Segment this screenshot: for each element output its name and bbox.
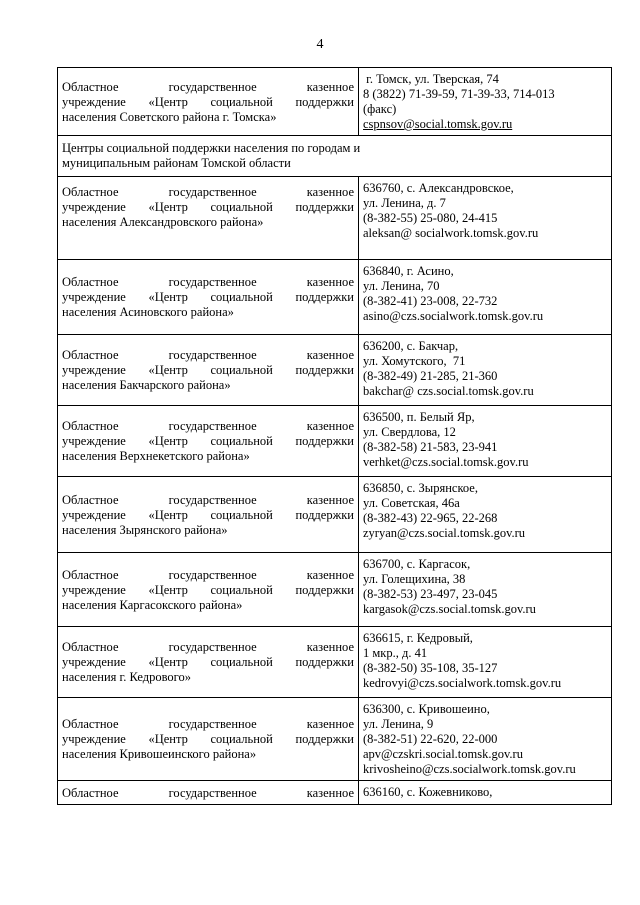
address-line: 636160, с. Кожевниково, [363,785,493,799]
org-line: Областное государственное казенное [62,786,354,800]
street-line: 1 мкр., д. 41 [363,646,428,660]
spacer [363,691,607,694]
email-text: kedrovyi@czs.socialwork.tomsk.gov.ru [363,676,562,690]
street-line: ул. Голещихина, 38 [363,572,466,586]
address-line: 636840, г. Асино, [363,264,454,278]
org-line: Областное государственное казенное [62,567,354,582]
org-line: Областное государственное казенное [62,419,354,433]
address-line: 636850, с. Зырянское, [363,481,478,495]
spacer [363,470,607,473]
street-line: ул. Ленина, д. 7 [363,196,446,210]
phone-line: (8-382-49) 21-285, 21-360 [363,369,498,383]
org-cell [58,477,359,553]
org-line: Областное государственное казенное [62,79,354,94]
org-line: учреждение «Центр социальной поддержки [62,507,354,522]
org-line: Областное государственное казенное [62,640,354,654]
org-line: учреждение «Центр социальной поддержки [62,200,354,214]
address-line: 636700, с. Каргасок, [363,557,471,571]
address-line: 636760, с. Александровское, [363,181,514,195]
street-line: ул. Советская, 46а [363,496,460,510]
org-line: учреждение «Центр социальной поддержки [62,290,354,304]
street-line: ул. Хомутского, 71 [363,354,466,368]
org-line: учреждение «Центр социальной поддержки [62,655,354,669]
org-cell [58,335,359,406]
org-cell [58,68,359,136]
table-row [58,335,612,406]
email-text: apv@czskri.social.tomsk.gov.ru [363,747,523,761]
org-line: учреждение «Центр социальной поддержки [62,732,354,746]
address-line: г. Томск, ул. Тверская, 74 [363,72,499,86]
phone-line: (8-382-51) 22-620, 22-000 [363,732,498,746]
email-link[interactable]: cspnsov@social.tomsk.gov.ru [363,117,513,131]
table-row [58,553,612,627]
spacer [363,541,607,549]
org-line: учреждение «Центр социальной поддержки [62,434,354,448]
spacer [363,324,607,331]
email-text: verhket@czs.social.tomsk.gov.ru [363,455,529,469]
phone-line: (8-382-55) 25-080, 24-415 [363,211,498,225]
address-cell [359,627,612,698]
spacer [363,399,607,402]
email-text: asino@czs.socialwork.tomsk.gov.ru [363,309,544,323]
org-line: населения Бакчарского района» [62,378,231,392]
phone-line: (8-382-41) 23-008, 22-732 [363,294,498,308]
address-cell [359,553,612,627]
table-row [58,781,612,805]
fax-label: (факс) [363,102,397,116]
email-text: aleksan@ socialwork.tomsk.gov.ru [363,226,539,240]
section-header-row [58,136,612,177]
spacer [363,241,607,256]
org-cell [58,698,359,781]
table-row [58,698,612,781]
org-cell [58,781,359,805]
section-header-line: муниципальным районам Томской области [62,156,291,170]
org-cell [58,553,359,627]
contacts-table [57,67,611,805]
address-cell [359,477,612,553]
org-line: Областное государственное казенное [62,185,354,199]
table-row [58,260,612,335]
org-cell [58,406,359,477]
org-line: населения Асиновского района» [62,305,234,319]
table-row [58,627,612,698]
org-line: населения Верхнекетского района» [62,449,250,463]
org-line: Областное государственное казенное [62,275,354,289]
email-text: zyryan@czs.social.tomsk.gov.ru [363,526,526,540]
org-cell [58,260,359,335]
org-line: Областное государственное казенное [62,492,354,507]
address-cell [359,177,612,260]
address-cell [359,781,612,805]
phone-line: (8-382-43) 22-965, 22-268 [363,511,498,525]
org-line: учреждение «Центр социальной поддержки [62,363,354,377]
address-cell [359,335,612,406]
org-line: населения Советского района г. Томска» [62,109,277,124]
org-line: учреждение «Центр социальной поддержки [62,582,354,597]
spacer [363,617,607,623]
email-text: krivosheino@czs.socialwork.tomsk.gov.ru [363,762,576,776]
org-line: населения г. Кедрового» [62,670,191,684]
table-row [58,177,612,260]
address-line: 636300, с. Кривошеино, [363,702,490,716]
org-line: населения Зырянского района» [62,522,228,537]
address-cell [359,698,612,781]
section-header [58,136,612,177]
address-line: 636200, с. Бакчар, [363,339,459,353]
street-line: ул. Ленина, 9 [363,717,434,731]
phone-line: (8-382-58) 21-583, 23-941 [363,440,498,454]
address-cell [359,68,612,136]
page-number: 4 [316,37,324,52]
org-cell [58,627,359,698]
org-line: населения Каргасокского района» [62,597,243,612]
phone-line: (8-382-50) 35-108, 35-127 [363,661,498,675]
org-line: Областное государственное казенное [62,717,354,731]
org-line: населения Александровского района» [62,215,264,229]
address-cell [359,260,612,335]
org-line: Областное государственное казенное [62,348,354,362]
org-cell [58,177,359,260]
address-cell [359,406,612,477]
table-row [58,406,612,477]
section-header-line: Центры социальной поддержки населения по городам и [62,141,361,155]
phone-line: (8-382-53) 23-497, 23-045 [363,587,498,601]
email-text: kargasok@czs.social.tomsk.gov.ru [363,602,536,616]
phone-line: 8 (3822) 71-39-59, 71-39-33, 714-013 [363,87,555,101]
address-line: 636500, п. Белый Яр, [363,410,475,424]
table-row [58,68,612,136]
table-row [58,477,612,553]
street-line: ул. Ленина, 70 [363,279,440,293]
street-line: ул. Свердлова, 12 [363,425,456,439]
org-line: учреждение «Центр социальной поддержки [62,94,354,109]
org-line: населения Кривошеинского района» [62,747,257,761]
email-text: bakchar@ czs.social.tomsk.gov.ru [363,384,534,398]
address-line: 636615, г. Кедровый, [363,631,473,645]
